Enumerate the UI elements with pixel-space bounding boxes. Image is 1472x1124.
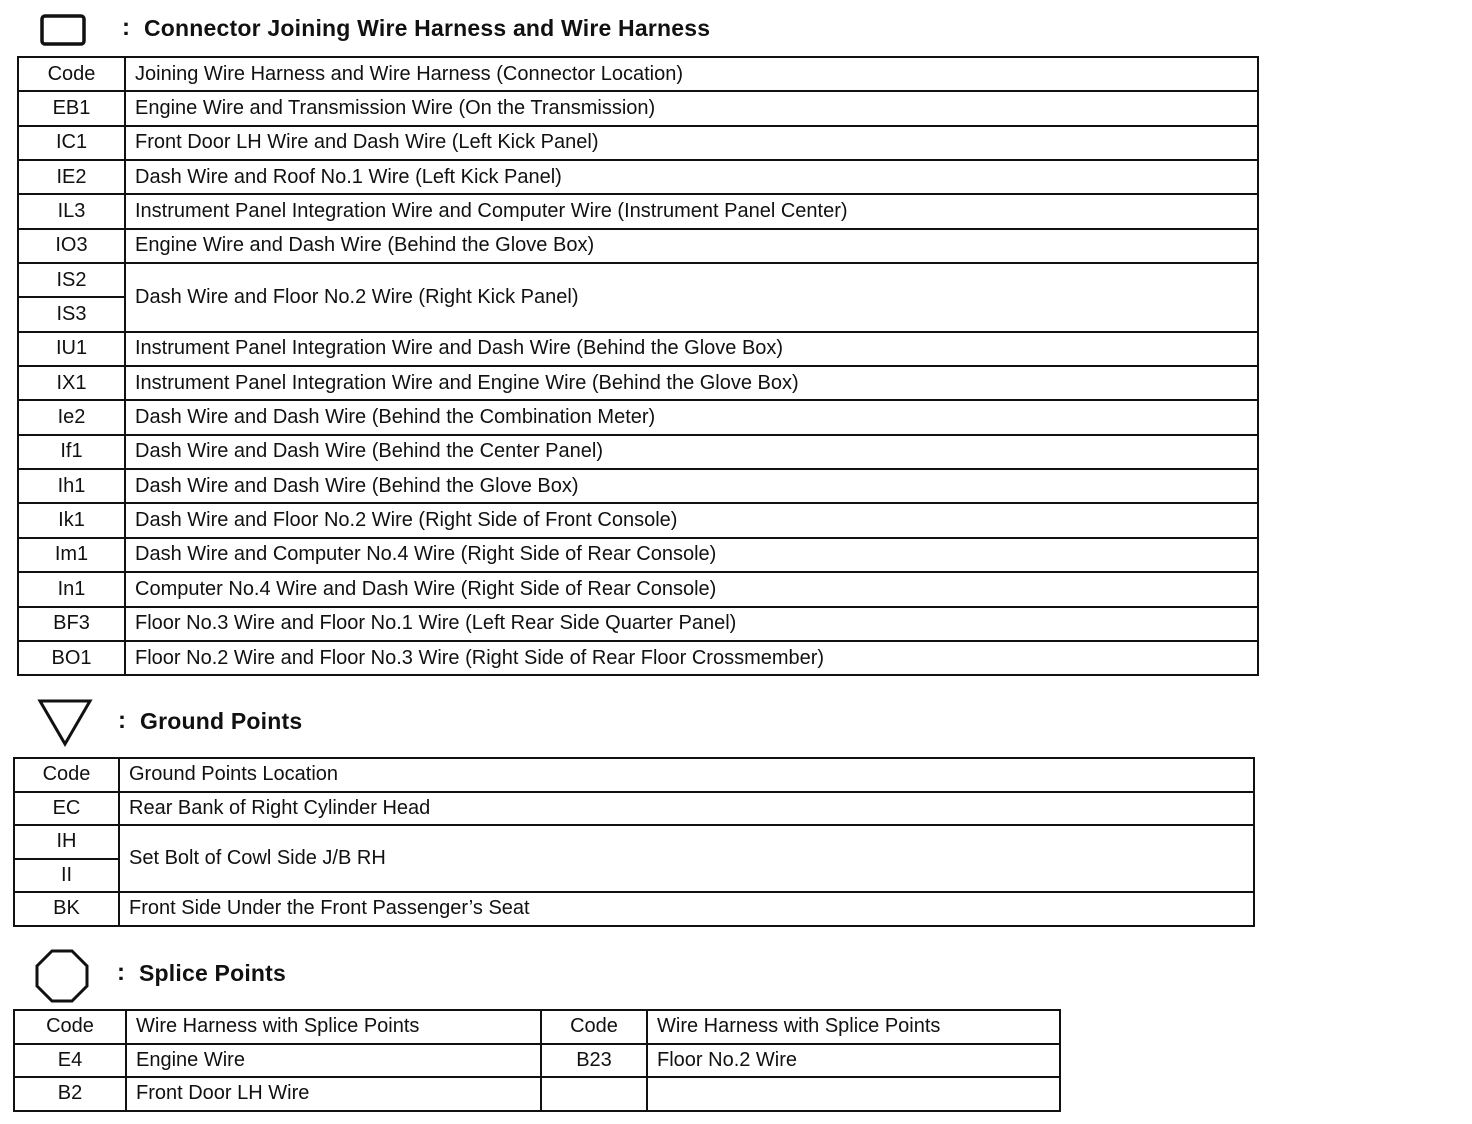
row-description: Dash Wire and Dash Wire (Behind the Combination Meter): [125, 400, 1258, 434]
ground-colon: :: [118, 707, 126, 734]
row-code: If1: [18, 435, 125, 469]
row-code: Ik1: [18, 503, 125, 537]
row-description: Dash Wire and Floor No.2 Wire (Right Kick Panel): [125, 263, 1258, 332]
header-code: Code: [14, 1010, 126, 1044]
row-description: Floor No.3 Wire and Floor No.1 Wire (Left Rear Side Quarter Panel): [125, 607, 1258, 641]
row-code: II: [14, 859, 119, 893]
splice-points-table: [13, 1009, 1061, 1112]
connector-section-heading: [122, 13, 710, 43]
connector-section-title: Connector Joining Wire Harness and Wire Harness: [144, 14, 711, 41]
row-code: Im1: [18, 538, 125, 572]
row-code: IE2: [18, 160, 125, 194]
row-code: IH: [14, 825, 119, 859]
table-row: [18, 263, 1258, 297]
table-header-row: [18, 57, 1258, 91]
header-description-b: Wire Harness with Splice Points: [647, 1010, 1060, 1044]
row-code: E4: [14, 1044, 126, 1078]
table-row: [18, 435, 1258, 469]
square-symbol-icon: [38, 12, 88, 48]
row-code: B2: [14, 1077, 126, 1111]
header-description: Wire Harness with Splice Points: [126, 1010, 541, 1044]
row-description: Instrument Panel Integration Wire and Computer Wire (Instrument Panel Center): [125, 194, 1258, 228]
row-description: Dash Wire and Dash Wire (Behind the Glove Box): [125, 469, 1258, 503]
table-row: [14, 792, 1254, 826]
row-code: EC: [14, 792, 119, 826]
table-header-row: [14, 1010, 1060, 1044]
table-row: [18, 332, 1258, 366]
ground-points-table: [13, 757, 1255, 927]
row-code: In1: [18, 572, 125, 606]
row-description: Set Bolt of Cowl Side J/B RH: [119, 825, 1254, 892]
row-code: IS3: [18, 297, 125, 331]
splice-section-title: Splice Points: [139, 959, 287, 986]
row-code: IO3: [18, 229, 125, 263]
row-description-b: Floor No.2 Wire: [647, 1044, 1060, 1078]
row-code-b: B23: [541, 1044, 647, 1078]
row-code: EB1: [18, 91, 125, 125]
table-row: [18, 160, 1258, 194]
row-description: Dash Wire and Floor No.2 Wire (Right Side of Front Console): [125, 503, 1258, 537]
table-row: [18, 194, 1258, 228]
row-description: Dash Wire and Computer No.4 Wire (Right Side of Rear Console): [125, 538, 1258, 572]
row-code: BK: [14, 892, 119, 926]
table-row: [14, 1044, 1060, 1078]
row-description: Engine Wire and Dash Wire (Behind the Glove Box): [125, 229, 1258, 263]
row-description: Engine Wire: [126, 1044, 541, 1078]
connector-colon: :: [122, 14, 130, 41]
row-code: IC1: [18, 126, 125, 160]
row-description: Computer No.4 Wire and Dash Wire (Right Side of Rear Console): [125, 572, 1258, 606]
row-code: IS2: [18, 263, 125, 297]
table-row: [18, 126, 1258, 160]
table-row: [18, 607, 1258, 641]
ground-section-title: Ground Points: [140, 707, 303, 734]
row-code: BO1: [18, 641, 125, 675]
header-code-b: Code: [541, 1010, 647, 1044]
row-code: IU1: [18, 332, 125, 366]
row-code: Ie2: [18, 400, 125, 434]
row-description: Front Door LH Wire and Dash Wire (Left Kick Panel): [125, 126, 1258, 160]
table-row: [18, 400, 1258, 434]
row-description: Engine Wire and Transmission Wire (On the Transmission): [125, 91, 1258, 125]
table-row: [18, 572, 1258, 606]
splice-section-heading: [117, 958, 286, 988]
row-description: Front Door LH Wire: [126, 1077, 541, 1111]
triangle-symbol-icon: [36, 696, 94, 748]
row-description-b: [647, 1077, 1060, 1111]
row-description: Dash Wire and Dash Wire (Behind the Center Panel): [125, 435, 1258, 469]
table-header-row: [14, 758, 1254, 792]
row-description: Rear Bank of Right Cylinder Head: [119, 792, 1254, 826]
header-description: Ground Points Location: [119, 758, 1254, 792]
table-row: [18, 538, 1258, 572]
table-row: [18, 366, 1258, 400]
table-row: [14, 892, 1254, 926]
table-row: [18, 503, 1258, 537]
row-code-b: [541, 1077, 647, 1111]
ground-section-heading: [118, 706, 302, 736]
row-code: Ih1: [18, 469, 125, 503]
octagon-symbol-icon: [34, 948, 90, 1004]
header-code: Code: [18, 57, 125, 91]
row-description: Floor No.2 Wire and Floor No.3 Wire (Right Side of Rear Floor Crossmember): [125, 641, 1258, 675]
table-row: [18, 91, 1258, 125]
row-code: IX1: [18, 366, 125, 400]
row-code: IL3: [18, 194, 125, 228]
row-description: Front Side Under the Front Passenger’s Seat: [119, 892, 1254, 926]
table-row: [18, 229, 1258, 263]
row-description: Instrument Panel Integration Wire and Dash Wire (Behind the Glove Box): [125, 332, 1258, 366]
row-code: BF3: [18, 607, 125, 641]
header-code: Code: [14, 758, 119, 792]
row-description: Dash Wire and Roof No.1 Wire (Left Kick Panel): [125, 160, 1258, 194]
splice-colon: :: [117, 959, 125, 986]
table-row: [14, 1077, 1060, 1111]
row-description: Instrument Panel Integration Wire and Engine Wire (Behind the Glove Box): [125, 366, 1258, 400]
table-row: [14, 825, 1254, 859]
table-row: [18, 641, 1258, 675]
table-row: [18, 469, 1258, 503]
connector-table: [17, 56, 1259, 676]
header-description: Joining Wire Harness and Wire Harness (Connector Location): [125, 57, 1258, 91]
